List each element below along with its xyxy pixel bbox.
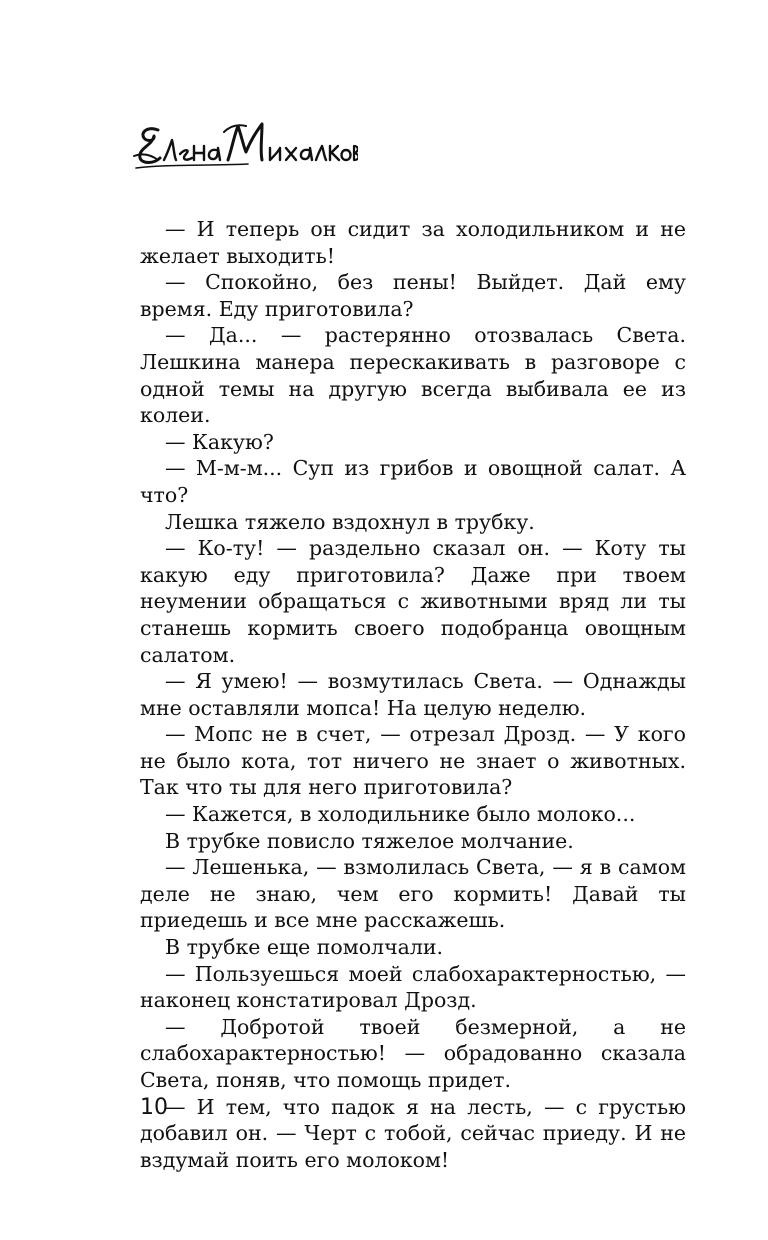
paragraph: — М-м-м... Суп из грибов и овощной салат. А что? bbox=[140, 456, 686, 507]
paragraph: — Лешенька, — взмолилась Света, — я в самом деле не знаю, чем его кормить! Давай ты приедешь и все мне расскажешь. bbox=[140, 855, 686, 933]
paragraph: — Кажется, в холодильнике было молоко... bbox=[165, 802, 636, 827]
author-logo bbox=[128, 108, 358, 180]
paragraph: — И теперь он сидит за холодильником и не желает выходить! bbox=[140, 217, 686, 268]
paragraph: — Ко-ту! — раздельно сказал он. — Коту ты какую еду приготовила? Даже при твоем неумении обращаться с животными вряд ли ты станешь кормить своего подобранца овощным салатом. bbox=[140, 536, 686, 667]
paragraph: — Спокойно, без пены! Выйдет. Дай ему время. Еду приготовила? bbox=[140, 270, 686, 321]
paragraph: — Какую? bbox=[165, 429, 274, 454]
paragraph: — Добротой твоей безмерной, а не слабохарактерностью! — обрадованно сказала Света, поняв, что помощь придет. bbox=[140, 1014, 686, 1092]
page-body-text bbox=[140, 216, 686, 1173]
paragraph: В трубке еще помолчали. bbox=[165, 935, 444, 960]
paragraph: Лешка тяжело вздохнул в трубку. bbox=[165, 509, 535, 534]
paragraph: — Пользуешься моей слабохарактерностью, — наконец констатировал Дрозд. bbox=[140, 961, 686, 1013]
paragraph: В трубке повисло тяжелое молчание. bbox=[165, 828, 574, 853]
paragraph: — Да... — растерянно отозвалась Света. Лешкина манера перескакивать в разговоре с одной темы на другую всегда выбивала ее из колеи. bbox=[140, 323, 686, 428]
paragraph: — И тем, что падок я на лесть, — с грустью добавил он. — Черт с тобой, сейчас приеду. И не вздумай поить его молоком! bbox=[140, 1094, 686, 1172]
page-number: 10 bbox=[140, 1095, 168, 1120]
paragraph: — Мопс не в счет, — отрезал Дрозд. — У кого не было кота, тот ничего не знает о животных. Так что ты для него приготовила? bbox=[140, 722, 686, 800]
paragraph: — Я умею! — возмутилась Света. — Однажды мне оставляли мопса! На целую неделю. bbox=[140, 669, 686, 720]
author-logo-text: Елена Михалкова bbox=[128, 108, 136, 109]
author-signature-graphic bbox=[128, 108, 358, 180]
